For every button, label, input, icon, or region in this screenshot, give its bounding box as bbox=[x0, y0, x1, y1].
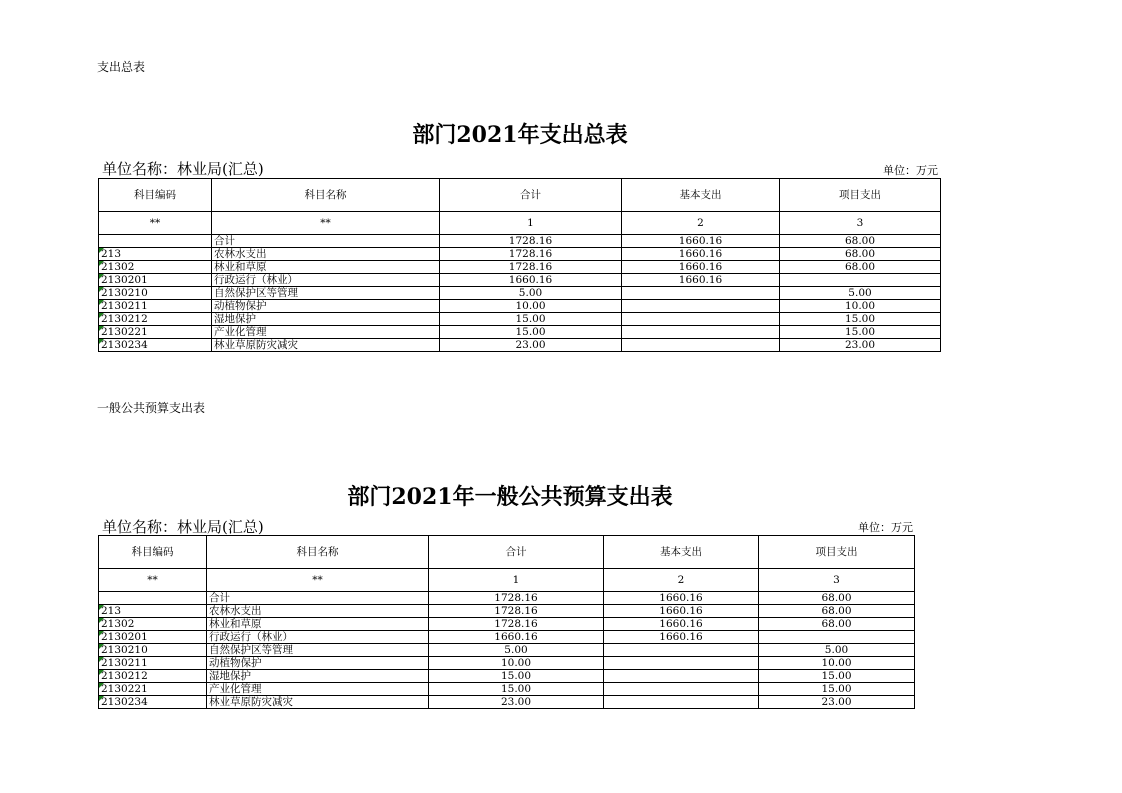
total-cell: 1728.16 bbox=[440, 261, 622, 274]
basic-cell bbox=[604, 657, 759, 670]
name-cell: 产业化管理 bbox=[212, 326, 440, 339]
table-row bbox=[99, 326, 941, 339]
subheader-cell: ** bbox=[212, 212, 440, 235]
header-name: 科目名称 bbox=[212, 179, 440, 212]
unit-label: 单位：万元 bbox=[858, 521, 913, 534]
total-cell: 23.00 bbox=[429, 696, 604, 709]
header-basic: 基本支出 bbox=[604, 536, 759, 569]
total-cell: 10.00 bbox=[429, 657, 604, 670]
basic-cell bbox=[604, 670, 759, 683]
project-cell: 68.00 bbox=[780, 261, 941, 274]
project-cell: 68.00 bbox=[780, 235, 941, 248]
code-cell: 2130211 bbox=[99, 300, 212, 313]
total-cell: 15.00 bbox=[429, 670, 604, 683]
table-row bbox=[99, 644, 915, 657]
project-cell: 15.00 bbox=[780, 313, 941, 326]
header-total: 合计 bbox=[440, 179, 622, 212]
project-cell: 15.00 bbox=[759, 670, 915, 683]
code-cell: 21302 bbox=[99, 618, 207, 631]
code-cell: 2130201 bbox=[99, 631, 207, 644]
table-row bbox=[99, 657, 915, 670]
table-header-row bbox=[99, 536, 915, 569]
project-cell: 68.00 bbox=[780, 248, 941, 261]
total-cell: 15.00 bbox=[440, 313, 622, 326]
name-cell: 湿地保护 bbox=[207, 670, 429, 683]
basic-cell bbox=[622, 326, 780, 339]
total-cell: 23.00 bbox=[440, 339, 622, 352]
basic-cell: 1660.16 bbox=[604, 618, 759, 631]
table-row bbox=[99, 339, 941, 352]
table-subheader-row bbox=[99, 569, 915, 592]
project-cell: 23.00 bbox=[759, 696, 915, 709]
table-row bbox=[99, 313, 941, 326]
basic-cell bbox=[622, 339, 780, 352]
name-cell: 动植物保护 bbox=[212, 300, 440, 313]
unit-name: 单位名称：林业局(汇总) bbox=[102, 160, 264, 178]
table-row bbox=[99, 631, 915, 644]
table-row bbox=[99, 696, 915, 709]
total-cell: 1660.16 bbox=[440, 274, 622, 287]
expenditure-table bbox=[98, 535, 915, 709]
name-cell: 自然保护区等管理 bbox=[212, 287, 440, 300]
basic-cell bbox=[622, 287, 780, 300]
table-row bbox=[99, 274, 941, 287]
name-cell: 产业化管理 bbox=[207, 683, 429, 696]
project-cell: 15.00 bbox=[780, 326, 941, 339]
basic-cell bbox=[604, 644, 759, 657]
total-cell: 1728.16 bbox=[440, 248, 622, 261]
project-cell: 5.00 bbox=[780, 287, 941, 300]
code-cell: 2130234 bbox=[99, 339, 212, 352]
code-cell: 21302 bbox=[99, 261, 212, 274]
table-row bbox=[99, 592, 915, 605]
total-cell: 1728.16 bbox=[440, 235, 622, 248]
code-cell: 2130221 bbox=[99, 326, 212, 339]
header-basic: 基本支出 bbox=[622, 179, 780, 212]
table-row bbox=[99, 300, 941, 313]
page-title: 部门2021年支出总表 bbox=[412, 122, 628, 148]
subheader-cell: 2 bbox=[622, 212, 780, 235]
project-cell: 68.00 bbox=[759, 618, 915, 631]
header-project: 项目支出 bbox=[780, 179, 941, 212]
code-cell: 2130201 bbox=[99, 274, 212, 287]
table-row bbox=[99, 683, 915, 696]
subheader-cell: 1 bbox=[429, 569, 604, 592]
section-label: 支出总表 bbox=[97, 60, 146, 74]
header-project: 项目支出 bbox=[759, 536, 915, 569]
expenditure-table bbox=[98, 178, 941, 352]
name-cell: 农林水支出 bbox=[212, 248, 440, 261]
header-total: 合计 bbox=[429, 536, 604, 569]
subheader-cell: 2 bbox=[604, 569, 759, 592]
table-row bbox=[99, 248, 941, 261]
basic-cell: 1660.16 bbox=[604, 592, 759, 605]
code-cell: 2130212 bbox=[99, 670, 207, 683]
basic-cell: 1660.16 bbox=[604, 605, 759, 618]
total-cell: 1728.16 bbox=[429, 592, 604, 605]
total-cell: 15.00 bbox=[429, 683, 604, 696]
name-cell: 行政运行（林业） bbox=[207, 631, 429, 644]
code-cell: 213 bbox=[99, 248, 212, 261]
code-cell: 2130211 bbox=[99, 657, 207, 670]
table-row bbox=[99, 618, 915, 631]
name-cell: 合计 bbox=[207, 592, 429, 605]
total-cell: 15.00 bbox=[440, 326, 622, 339]
subheader-cell: ** bbox=[99, 212, 212, 235]
total-cell: 1728.16 bbox=[429, 618, 604, 631]
project-cell bbox=[759, 631, 915, 644]
table-row bbox=[99, 670, 915, 683]
project-cell: 15.00 bbox=[759, 683, 915, 696]
basic-cell bbox=[622, 313, 780, 326]
subheader-cell: 3 bbox=[780, 212, 941, 235]
table-row bbox=[99, 235, 941, 248]
subheader-cell: ** bbox=[99, 569, 207, 592]
code-cell: 2130212 bbox=[99, 313, 212, 326]
project-cell: 10.00 bbox=[780, 300, 941, 313]
basic-cell: 1660.16 bbox=[604, 631, 759, 644]
project-cell: 23.00 bbox=[780, 339, 941, 352]
basic-cell: 1660.16 bbox=[622, 248, 780, 261]
unit-label: 单位：万元 bbox=[883, 164, 938, 177]
header-code: 科目编码 bbox=[99, 536, 207, 569]
total-cell: 1660.16 bbox=[429, 631, 604, 644]
header-name: 科目名称 bbox=[207, 536, 429, 569]
project-cell: 5.00 bbox=[759, 644, 915, 657]
section-label: 一般公共预算支出表 bbox=[97, 401, 206, 415]
total-cell: 10.00 bbox=[440, 300, 622, 313]
table-header-row bbox=[99, 179, 941, 212]
name-cell: 行政运行（林业） bbox=[212, 274, 440, 287]
total-cell: 5.00 bbox=[429, 644, 604, 657]
header-code: 科目编码 bbox=[99, 179, 212, 212]
name-cell: 林业草原防灾减灾 bbox=[207, 696, 429, 709]
name-cell: 湿地保护 bbox=[212, 313, 440, 326]
table-row bbox=[99, 287, 941, 300]
total-cell: 5.00 bbox=[440, 287, 622, 300]
name-cell: 自然保护区等管理 bbox=[207, 644, 429, 657]
basic-cell bbox=[604, 683, 759, 696]
table-row bbox=[99, 261, 941, 274]
page-title: 部门2021年一般公共预算支出表 bbox=[347, 484, 673, 510]
project-cell bbox=[780, 274, 941, 287]
name-cell: 林业和草原 bbox=[207, 618, 429, 631]
name-cell: 动植物保护 bbox=[207, 657, 429, 670]
name-cell: 合计 bbox=[212, 235, 440, 248]
code-cell bbox=[99, 235, 212, 248]
basic-cell bbox=[604, 696, 759, 709]
name-cell: 林业和草原 bbox=[212, 261, 440, 274]
code-cell: 2130210 bbox=[99, 644, 207, 657]
project-cell: 68.00 bbox=[759, 592, 915, 605]
subheader-cell: 1 bbox=[440, 212, 622, 235]
table-row bbox=[99, 605, 915, 618]
project-cell: 10.00 bbox=[759, 657, 915, 670]
code-cell: 2130210 bbox=[99, 287, 212, 300]
code-cell: 213 bbox=[99, 605, 207, 618]
table-subheader-row bbox=[99, 212, 941, 235]
subheader-cell: 3 bbox=[759, 569, 915, 592]
unit-name: 单位名称：林业局(汇总) bbox=[102, 518, 264, 536]
basic-cell: 1660.16 bbox=[622, 261, 780, 274]
name-cell: 农林水支出 bbox=[207, 605, 429, 618]
basic-cell: 1660.16 bbox=[622, 235, 780, 248]
basic-cell bbox=[622, 300, 780, 313]
subheader-cell: ** bbox=[207, 569, 429, 592]
basic-cell: 1660.16 bbox=[622, 274, 780, 287]
total-cell: 1728.16 bbox=[429, 605, 604, 618]
name-cell: 林业草原防灾减灾 bbox=[212, 339, 440, 352]
code-cell bbox=[99, 592, 207, 605]
code-cell: 2130234 bbox=[99, 696, 207, 709]
code-cell: 2130221 bbox=[99, 683, 207, 696]
project-cell: 68.00 bbox=[759, 605, 915, 618]
